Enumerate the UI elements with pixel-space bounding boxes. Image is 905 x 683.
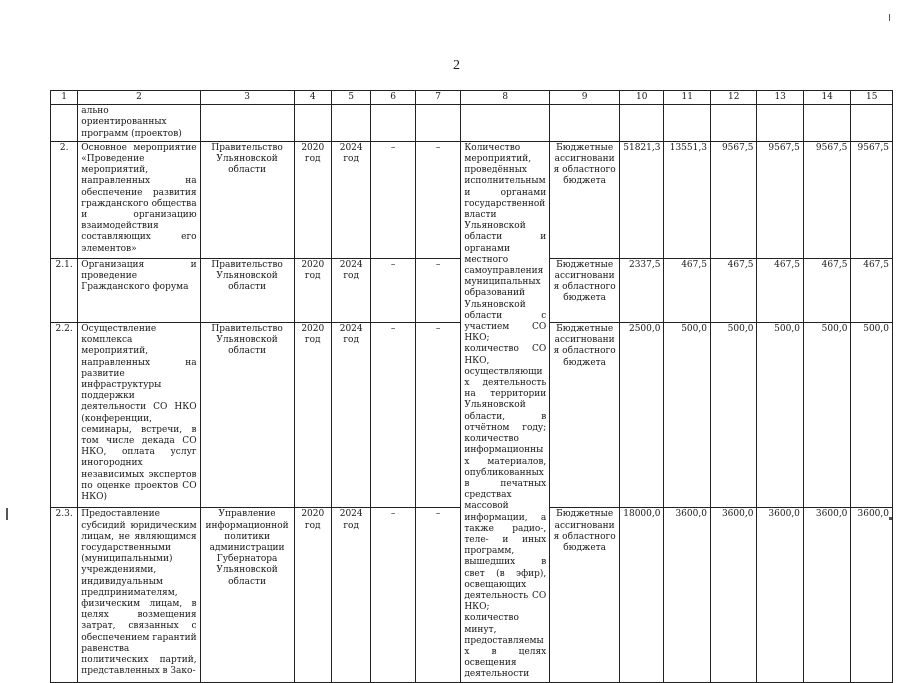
column-number: 4: [294, 91, 331, 105]
program-table: [50, 90, 893, 683]
col7-value: –: [415, 322, 460, 507]
row-number: 2.2.: [51, 322, 78, 507]
continuation-text: ально ориентированных программ (проектов): [78, 105, 200, 142]
amount-2024: 9567,5: [851, 141, 893, 258]
event-name: Осуществление комплекса мероприятий, направленных на развитие инфраструктуры поддержки деятельности СО НКО (конференции, семинары, встречи, в том числе декада СО НКО, оплата услуг иногородних независимых экспертов по оценке проектов СО НКО): [78, 322, 200, 507]
col6-value: –: [371, 258, 415, 322]
scan-artifact: [6, 508, 8, 520]
amount-total: 18000,0: [620, 508, 664, 682]
amount-2024: 3600,0: [851, 508, 893, 682]
amount-2021: 9567,5: [710, 141, 756, 258]
column-number: 14: [803, 91, 851, 105]
amount-total: 51821,3: [620, 141, 664, 258]
funding-source: Бюджетные ассигнования областного бюджета: [550, 141, 620, 258]
start-year: 2020 год: [294, 141, 331, 258]
executor: Правительство Ульяновской области: [200, 258, 294, 322]
column-number: 6: [371, 91, 415, 105]
amount-2023: 9567,5: [803, 141, 851, 258]
column-number-row: [51, 91, 893, 105]
amount-2023: 3600,0: [803, 508, 851, 682]
amount-total: 2500,0: [620, 322, 664, 507]
event-name: Предоставление субсидий юридическим лицам, не являющимся государственными (муниципальными) учреждениями, индивидуальным предпринимателям, физическим лицам, в целях возмещения затрат, связанных с обеспечением гарантий равенства политических партий, представленных в Зако-: [78, 508, 200, 682]
column-number: 11: [664, 91, 710, 105]
funding-source: Бюджетные ассигнования областного бюджета: [550, 258, 620, 322]
amount-2022: 467,5: [757, 258, 803, 322]
executor: Правительство Ульяновской области: [200, 322, 294, 507]
amount-2020: 3600,0: [664, 508, 710, 682]
event-name: Организация и проведение Гражданского форума: [78, 258, 200, 322]
column-number: 7: [415, 91, 460, 105]
start-year: 2020 год: [294, 508, 331, 682]
amount-2021: 500,0: [710, 322, 756, 507]
col7-value: –: [415, 258, 460, 322]
funding-source: Бюджетные ассигнования областного бюджета: [550, 322, 620, 507]
column-number: 1: [51, 91, 78, 105]
funding-source: Бюджетные ассигнования областного бюджета: [550, 508, 620, 682]
amount-2021: 467,5: [710, 258, 756, 322]
start-year: 2020 год: [294, 258, 331, 322]
amount-total: 2337,5: [620, 258, 664, 322]
end-year: 2024 год: [331, 322, 370, 507]
table-row: [51, 141, 893, 258]
column-number: 12: [710, 91, 756, 105]
end-year: 2024 год: [331, 141, 370, 258]
row-number: 2.: [51, 141, 78, 258]
row-number: 2.3.: [51, 508, 78, 682]
col7-value: –: [415, 508, 460, 682]
event-name: Основное мероприятие «Проведение мероприятий, направленных на обеспечение развития гражданского общества и организацию взаимодействия составляющих его элементов»: [78, 141, 200, 258]
end-year: 2024 год: [331, 258, 370, 322]
continuation-row: [51, 105, 893, 142]
amount-2022: 9567,5: [757, 141, 803, 258]
amount-2023: 467,5: [803, 258, 851, 322]
col7-value: –: [415, 141, 460, 258]
scan-artifact: [889, 517, 892, 520]
amount-2022: 3600,0: [757, 508, 803, 682]
col6-value: –: [371, 508, 415, 682]
executor: Управление информационной политики администрации Губернатора Ульяновской области: [200, 508, 294, 682]
page-number: 2: [453, 58, 460, 73]
target-indicators: Количество мероприятий, проведённых исполнительными органами государственной власти Ульяновской области и органами местного самоуправления муниципальных образований Ульяновской области с участием СО НКО; количество СО НКО, осуществляющих деятельность на территории Ульяновской области, в отчётном году; количество информационных материалов, опубликованных в печатных средствах массовой информации, а также радио-, теле- и иных программ, вышедших в свет (в эфир), освещающих деятельность СО НКО; количество минут, предоставляемых в целях освещения деятельности: [461, 141, 550, 682]
amount-2020: 500,0: [664, 322, 710, 507]
amount-2024: 467,5: [851, 258, 893, 322]
column-number: 3: [200, 91, 294, 105]
scan-artifact: [889, 14, 890, 21]
col6-value: –: [371, 141, 415, 258]
amount-2022: 500,0: [757, 322, 803, 507]
column-number: 15: [851, 91, 893, 105]
amount-2020: 467,5: [664, 258, 710, 322]
amount-2020: 13551,3: [664, 141, 710, 258]
column-number: 8: [461, 91, 550, 105]
executor: Правительство Ульяновской области: [200, 141, 294, 258]
column-number: 10: [620, 91, 664, 105]
start-year: 2020 год: [294, 322, 331, 507]
amount-2021: 3600,0: [710, 508, 756, 682]
column-number: 5: [331, 91, 370, 105]
column-number: 9: [550, 91, 620, 105]
amount-2023: 500,0: [803, 322, 851, 507]
end-year: 2024 год: [331, 508, 370, 682]
column-number: 2: [78, 91, 200, 105]
column-number: 13: [757, 91, 803, 105]
amount-2024: 500,0: [851, 322, 893, 507]
col6-value: –: [371, 322, 415, 507]
row-number: 2.1.: [51, 258, 78, 322]
